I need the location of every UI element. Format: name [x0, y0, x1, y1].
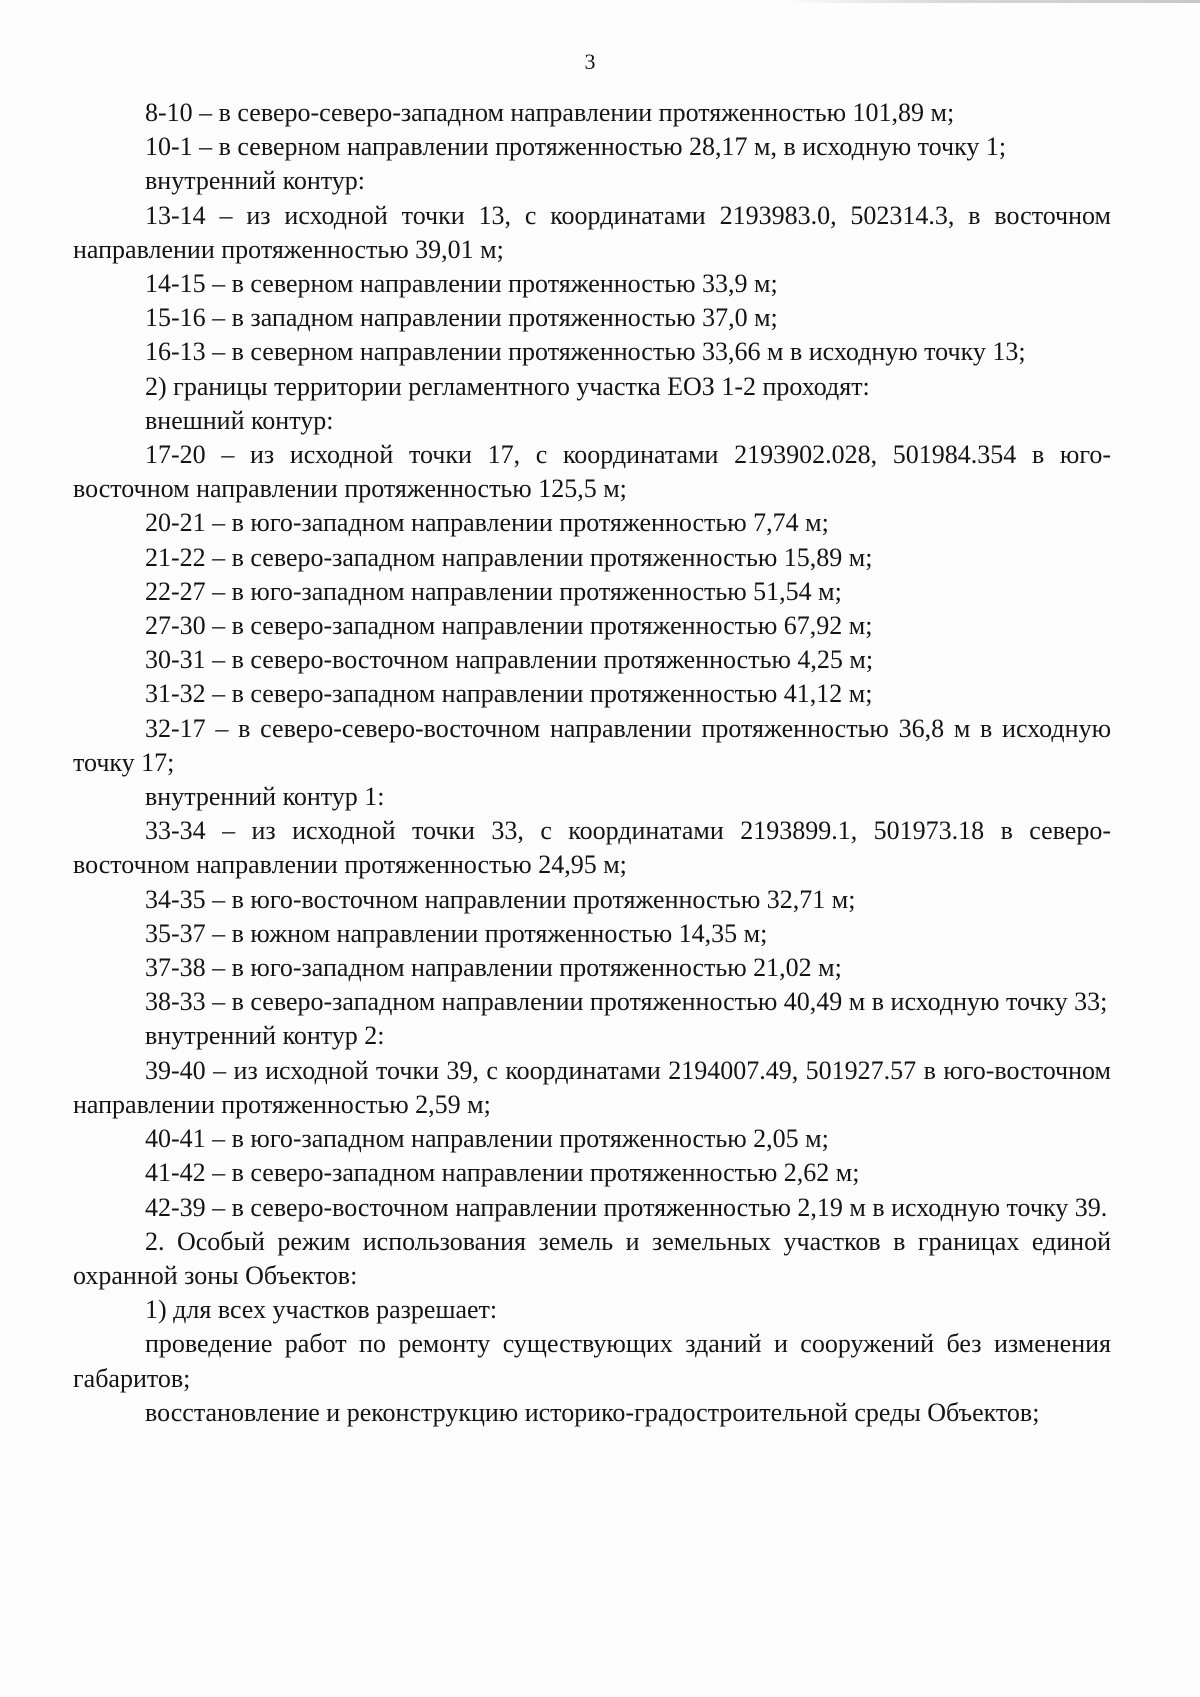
- paragraph: 31-32 – в северо-западном направлении протяженностью 41,12 м;: [145, 679, 873, 709]
- paragraph: 27-30 – в северо-западном направлении протяженностью 67,92 м;: [145, 611, 873, 641]
- paragraph: 20-21 – в юго-западном направлении протяженностью 7,74 м;: [145, 508, 829, 538]
- paragraph: 34-35 – в юго-восточном направлении протяженностью 32,71 м;: [145, 884, 856, 914]
- paragraph: 33-34 – из исходной точки 33, с координатами 2193899.1, 501973.18 в северо-восточном направлении протяженностью 24,95 м;: [73, 816, 1111, 880]
- paragraph: внутренний контур 1:: [145, 782, 385, 812]
- paragraph: 17-20 – из исходной точки 17, с координатами 2193902.028, 501984.354 в юго-восточном направлении протяженностью 125,5 м;: [73, 440, 1111, 504]
- paragraph: 22-27 – в юго-западном направлении протяженностью 51,54 м;: [145, 576, 842, 606]
- paragraph: 39-40 – из исходной точки 39, с координатами 2194007.49, 501927.57 в юго-восточном направлении протяженностью 2,59 м;: [73, 1055, 1111, 1119]
- paragraph: 2. Особый режим использования земель и земельных участков в границах единой охранной зоны Объектов:: [73, 1226, 1111, 1290]
- paragraph: внешний контур:: [145, 405, 334, 435]
- paragraph: 37-38 – в юго-западном направлении протяженностью 21,02 м;: [145, 953, 842, 983]
- paragraph: 42-39 – в северо-восточном направлении протяженностью 2,19 м в исходную точку 39.: [145, 1192, 1108, 1222]
- paragraph: внутренний контур:: [145, 166, 366, 196]
- paragraph: 16-13 – в северном направлении протяженностью 33,66 м в исходную точку 13;: [145, 337, 1026, 367]
- paragraph: восстановление и реконструкцию историко-градостроительной среды Объектов;: [145, 1397, 1040, 1427]
- paragraph: 15-16 – в западном направлении протяженностью 37,0 м;: [145, 303, 778, 333]
- paragraph: 8-10 – в северо-северо-западном направлении протяженностью 101,89 м;: [145, 98, 955, 127]
- paragraph: 30-31 – в северо-восточном направлении протяженностью 4,25 м;: [145, 645, 874, 675]
- paragraph: 21-22 – в северо-западном направлении протяженностью 15,89 м;: [145, 542, 873, 572]
- paragraph: 40-41 – в юго-западном направлении протяженностью 2,05 м;: [145, 1124, 829, 1154]
- paragraph: 13-14 – из исходной точки 13, с координатами 2193983.0, 502314.3, в восточном направлении протяженностью 39,01 м;: [73, 200, 1111, 264]
- page-number: 3: [584, 49, 596, 74]
- document-body: [73, 96, 1111, 1430]
- paragraph: 10-1 – в северном направлении протяженностью 28,17 м, в исходную точку 1;: [145, 132, 1007, 162]
- paragraph: 32-17 – в северо-северо-восточном направлении протяженностью 36,8 м в исходную точку 17;: [73, 713, 1111, 777]
- paragraph: 35-37 – в южном направлении протяженностью 14,35 м;: [145, 918, 768, 948]
- paragraph: 1) для всех участков разрешает:: [145, 1295, 498, 1325]
- paragraph: внутренний контур 2:: [145, 1021, 385, 1051]
- scan-edge-artifact: [780, 0, 1200, 3]
- paragraph: 41-42 – в северо-западном направлении протяженностью 2,62 м;: [145, 1158, 860, 1188]
- paragraph: 14-15 – в северном направлении протяженностью 33,9 м;: [145, 269, 778, 299]
- paragraph: 38-33 – в северо-западном направлении протяженностью 40,49 м в исходную точку 33;: [145, 987, 1108, 1017]
- paragraph: 2) границы территории регламентного участка ЕОЗ 1-2 проходят:: [145, 371, 870, 401]
- paragraph: проведение работ по ремонту существующих зданий и сооружений без изменения габаритов;: [73, 1329, 1111, 1393]
